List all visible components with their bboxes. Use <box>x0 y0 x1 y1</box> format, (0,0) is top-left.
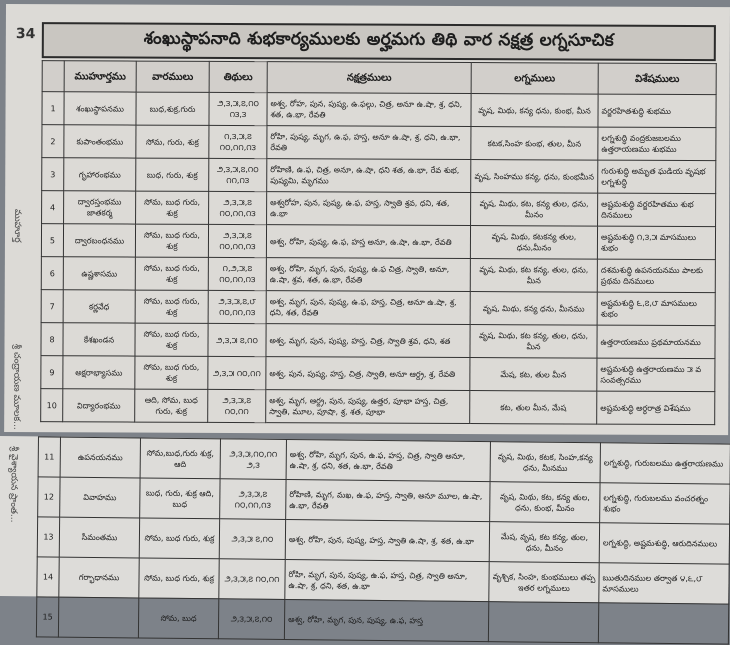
row-lagna: వృశ్చిక, సింహ, కుంభములు తప్ప ఇతర లగ్నములు <box>489 562 599 603</box>
row-note: ఋతుదినముల తర్వాత ౪,౬,౮ మాసములు <box>599 563 729 604</box>
row-tithi: ౨,౩,౫,౭ ౧౦,౧౧,౧౩ <box>208 224 266 257</box>
row-days: సోమ, బుధ <box>138 598 218 639</box>
row-nakshatra: రోహి, పుష్య, మృగ, ఉ.ఫ, హస్త, అనూ ఉ.షా, శ్ర, ధని, ఉ.భా, రేవతి <box>267 126 471 160</box>
table-row <box>42 92 716 128</box>
row-days: సోమ, బుధ గురు, శుక్ర <box>139 558 219 599</box>
row-tithi: ౨,౩,౫,౭,౧౦ <box>218 599 284 640</box>
margin-running-head: ముహూర్త <box>11 209 23 243</box>
row-number: 8 <box>41 323 63 356</box>
row-number: 2 <box>42 125 64 158</box>
page-number: 34 <box>15 26 36 43</box>
row-number: 3 <box>42 158 64 191</box>
row-days: సోమ, బుధ గురు, శుక్ర <box>135 257 208 290</box>
row-nakshatra: రోహి, మృగ, పున, పుష్య, ఉ.ఫ, హస్త, చిత్ర, స్వాతి అనూ, ఉ.షా, శ్ర, ధని, శత, ఉ.భా <box>285 559 489 601</box>
row-muhurtham: ఉష్ణశాసము <box>63 257 135 290</box>
row-tithi: ౨,౩,౫,౭,౧౦ ౧౩,౩ <box>209 92 267 125</box>
row-muhurtham: గర్భాధానము <box>59 557 139 598</box>
row-muhurtham: కర్ణవేధ <box>63 290 135 323</box>
row-muhurtham: వివాహము <box>60 477 140 518</box>
header-muhurtham: ముహూర్తము <box>64 61 136 92</box>
row-tithi: ౨,౩,౫,౭ ౧౦,౧౧ <box>219 559 285 600</box>
row-nakshatra: అశ్వ, మృగ, పున, పుష్య, ఉ.ఫ, హస్త, చిత్ర, అనూ ఉ.షా, శ్ర, ధని, శత, రేవతి <box>266 291 470 325</box>
row-days: సోమ, బుధ గురు, శుక్ర <box>135 290 208 323</box>
row-note: గురుశుద్ధి అమృత ఘడియ వృషభ లగ్నశుద్ధి <box>598 160 716 194</box>
row-number: 12 <box>38 477 60 517</box>
row-muhurtham: విద్యారంభము <box>63 389 135 422</box>
row-tithi: ౨,౩,౫ ౭,౧౦ <box>208 323 266 356</box>
row-nakshatra: అశ్వ, రోహి, మృగ, పున, ఉ.ఫ, హస్త, చిత్ర, స్వాతి అనూ, ఉ.షా, శ్ర, ధని, శత, ఉ.భా, రేవతి <box>286 440 490 482</box>
row-number: 14 <box>37 557 59 597</box>
row-note: ఉత్తరాయణము ప్రథమాయనము <box>597 325 715 359</box>
table-row <box>41 356 715 392</box>
row-note: లగ్నశుద్ధి వంద్రకుజబలము ఉత్తరాయణము శుభము <box>598 127 716 161</box>
row-note: అష్టమశుద్ధి ౧,౩,౫ మాసములు శుభం <box>597 226 715 260</box>
muhurtham-table-continued <box>36 436 730 644</box>
row-muhurtham: కుపాంతంభము <box>64 125 136 158</box>
row-number: 4 <box>42 191 64 224</box>
row-days: బుధ,శుక్ర,గురు <box>136 92 209 125</box>
table-row <box>41 290 715 326</box>
margin-running-foot: శ్రీ చంద్రాయణ మూలక... <box>11 344 22 430</box>
row-days: సోమ, బుధ గురు, శుక్ర <box>135 224 208 257</box>
row-days: సోమ, బుధ గురు, శుక్ర <box>136 191 209 224</box>
row-lagna: వృష, మిథు, కట కన్య, తుల, ధను, మీన <box>470 259 597 293</box>
row-number: 7 <box>41 290 63 323</box>
row-tithi: ౨,౩,౫,౭,౧౦ ౧౧,౧౩ <box>209 158 267 191</box>
row-lagna: వృష, మిథు, కటకన్య తుల, ధను,మీనం <box>470 226 597 260</box>
book-page-bottom <box>0 436 730 626</box>
header-notes: విశేషములు <box>598 63 716 95</box>
row-tithi: ౧,౨,౫,౭ ౧౦,౧౧,౧౩ <box>208 257 266 290</box>
row-lagna: మేష, కట, తుల మీన <box>470 358 597 392</box>
row-lagna: వృష, మిథు, కట, కన్య తుల, ధను, మీనం <box>471 193 598 227</box>
row-lagna: కటక,సింహ కుంభ, తుల, మీన <box>471 127 598 161</box>
row-tithi: ౨,౩,౫,౭ ౧౦,౧౧,౧౩ <box>209 191 267 224</box>
muhurtham-table <box>40 60 717 425</box>
row-note: లగ్నశుద్ధి, అష్టమశుద్ధి, ఆరుదినములు <box>599 523 729 564</box>
row-nakshatra: రోహిణి, ఉ.ఫ, చిత్ర, అనూ, ఉ.షా, ధని శత, ఉ.భా, రేవ శుభ, పుష్యమి, మృగము <box>267 159 471 193</box>
row-muhurtham: అక్షరాభ్యాసము <box>63 356 135 389</box>
row-tithi: ౨,౩,౫,౭ ౧౦,౧౧,౧౩ <box>220 479 286 520</box>
row-note: దశమశుద్ధి ఉపనయనము పాలకు ప్రథమ దినములు <box>597 259 715 293</box>
row-number: 10 <box>41 389 63 422</box>
row-days: సోమ, బుధ గురు, శుక్ర <box>135 356 208 389</box>
row-tithi: ౧,౩,౫,౭ ౧౦,౧౧,౧౩ <box>209 125 267 158</box>
row-lagna: కట, తుల మీన, మేష <box>470 391 597 425</box>
header-serial <box>42 61 64 92</box>
book-page-top <box>4 4 730 435</box>
row-nakshatra: అశ్వరోహ, పున, పుష్య, ఉ.ఫ, హస్త, స్వాతి శ్రవ, ధని, శత, ఉ.భా <box>267 192 471 226</box>
row-lagna: మేష, వృష, కట కన్య, తుల, ధను, మీనం <box>489 522 599 563</box>
row-lagna: వృష, మిథు, కట, కన్య తుల, ధను, కుంభ, మీనం <box>490 482 600 523</box>
table-row <box>41 389 715 425</box>
row-days: సోమ, బుధ గురు, శుక్ర <box>139 518 219 559</box>
row-lagna: వృష, మిథు, కన్య ధను, కుంభ, మీన <box>471 94 598 128</box>
row-number: 6 <box>41 257 63 290</box>
row-nakshatra: అశ్వ, రోహ, పున, పుష్య, ఉ.ఫల్గు, చిత్ర, అనూ ఉ.షా, శ్ర, ధని, శత, ఉ.భా, రేవతి <box>267 93 471 127</box>
table-row <box>41 257 715 293</box>
row-muhurtham: ద్వారబంధనము <box>63 224 135 257</box>
row-lagna <box>488 602 598 643</box>
row-number: 5 <box>41 224 63 257</box>
header-nakshatra: నక్షత్రములు <box>267 62 471 94</box>
row-note: అష్టమశుద్ధి ౬,౭,౮ మాసములు శుభం <box>597 292 715 326</box>
table-row <box>41 224 715 260</box>
row-tithi: ౨,౩,౫,౭,౮ ౧౦,౧౧,౧౩ <box>208 290 266 323</box>
row-tithi: ౨,౩,౫,౭ ౧౦,౧౧ <box>208 389 266 422</box>
row-nakshatra: అశ్వ, మృగ, పున, పుష్య, హస్త, చిత్ర, స్వాతి శ్రవ, ధని, శత <box>266 324 470 358</box>
row-muhurtham: కేశఖండన <box>63 323 135 356</box>
row-lagna: వృష, మిథు, కటక, సింహ,కన్య ధను, మీనము <box>490 442 600 483</box>
row-days: బుధ, గురు, శుక్ర ఆది, బుధ <box>140 478 220 519</box>
table-row <box>36 597 728 644</box>
row-number: 13 <box>37 517 59 557</box>
row-muhurtham: గృహారంభము <box>64 158 136 191</box>
row-number: 1 <box>42 92 64 125</box>
row-muhurtham: ద్వారస్తంభము జాతకర్మ <box>64 191 136 224</box>
row-note: లగ్నశుద్ధి, గురుబలము ఉత్తరాయణము <box>600 443 730 484</box>
row-nakshatra: రోహిణి, మృగ, మఖ, ఉ.ఫ, హస్త, స్వాతి, అనూ మూల, ఉ.షా, ఉ.భా, రేవతి <box>286 479 490 521</box>
row-note: లగ్నశుద్ధి, గురుబలము వంచరత్నం శుభం <box>600 483 730 524</box>
header-days: వారములు <box>136 61 209 92</box>
row-lagna: వృష, మిథు, కన్య ధను, మీనము <box>470 292 597 326</box>
row-number: 11 <box>38 437 60 477</box>
row-days: సోమ, బుధ గురు, శుక్ర <box>135 323 208 356</box>
row-muhurtham: శంఖుస్థాపనము <box>64 92 136 125</box>
row-nakshatra: అశ్వ, రోహి, మృగ, పున, పుష్య, ఉ.ఫ, హస్త <box>284 599 488 641</box>
row-number: 15 <box>36 597 58 637</box>
table-row <box>42 125 716 161</box>
row-lagna: వృష, సింహము కన్య, ధను, కుంభమీన <box>471 160 598 194</box>
header-tithi: తిథులు <box>209 61 267 92</box>
row-nakshatra: అశ్వ, రోహి, పున, పుష్య, హస్త, స్వాతి ఉ.షా, శ్ర, శత, ఉ.భా <box>285 519 489 561</box>
row-days: సోమ, గురు, శుక్ర <box>136 125 209 158</box>
row-muhurtham <box>58 597 138 638</box>
row-nakshatra: అశ్వ, మృగ, ఆర్ద్ర, పున, పుష్య, ఉత్తర, పూభా హస్త, చిత్ర, స్వాతి, మూల, పూషా, శ్ర, శత, పూభా <box>266 390 470 424</box>
row-nakshatra: అశ్వ, రోహి, పుష్య, ఉ.ఫ, హస్త అనూ, ఉ.షా, ఉ.భా, రేవతి <box>266 225 470 259</box>
table-header-row <box>42 61 716 95</box>
row-muhurtham: సీమంతము <box>59 517 139 558</box>
row-note: అష్టమశుద్ధి ఉత్తరాయణము ౫ వ సంవత్సరము <box>597 358 715 392</box>
table-row <box>42 191 716 227</box>
header-lagna: లగ్నములు <box>471 63 598 95</box>
row-nakshatra: అశ్వ, పున, పుష్య, హస్త, చిత్ర, స్వాతి, అనూ ఆర్ద్ర, శ్ర, రేవతి <box>266 357 470 391</box>
row-tithi: ౨,౩,౫ ౧౦,౧౧ <box>208 356 266 389</box>
row-days: సోమ,బుధ,గురు శుక్ర, ఆది <box>140 438 220 479</box>
table-row <box>41 323 715 359</box>
table-title: శంఖుస్థాపనాది శుభకార్యములకు అర్హమగు తిథి వార నక్షత్ర లగ్నసూచిక <box>42 22 716 61</box>
row-lagna: వృష, మిథు, కట కన్య, తుల, ధను, మీన <box>470 325 597 359</box>
table-row <box>42 158 716 194</box>
margin-running-head-p2: శ్రీ వైశ్యాయన ప్రాంత... <box>8 446 19 523</box>
row-note: వర్జరహితశుద్ధి శుభము <box>598 94 716 128</box>
row-note <box>598 603 728 644</box>
row-tithi: ౨,౩,౫,౧౦,౧౧ ౨,౩ <box>220 439 286 480</box>
row-tithi: ౨,౩,౫ ౭,౧౦ <box>219 519 285 560</box>
row-note: అష్టమశుద్ధి వర్జరహితము శుభ దినములు <box>598 193 716 227</box>
row-note: అష్టమశుద్ధి అర్ధరాత్ర విశేషము <box>597 391 715 425</box>
row-nakshatra: అశ్వ, రోహి, మృగ, పున, పుష్య, ఉ.ఫ చిత్ర, స్వాతి, అనూ, ఉ.షా, శ్రవ, శత, ఉ.భా, రేవతి <box>266 258 470 292</box>
row-number: 9 <box>41 356 63 389</box>
row-days: ఆది, సోమ, బుధ గురు, శుక్ర <box>135 389 208 422</box>
row-days: బుధ, గురు, శుక్ర <box>136 158 209 191</box>
row-muhurtham: ఉపనయనము <box>60 437 140 478</box>
